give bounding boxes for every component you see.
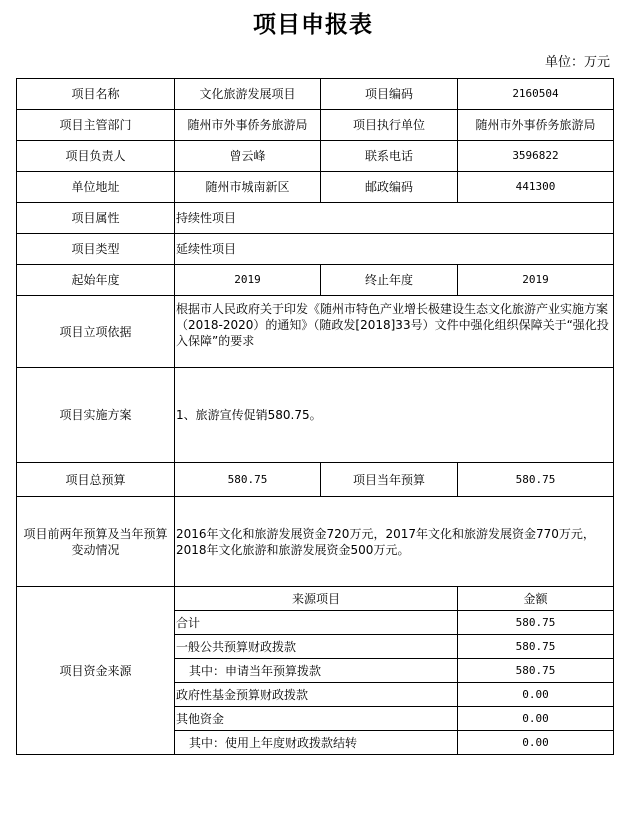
label-manager: 项目负责人	[17, 141, 175, 172]
value-attribute: 持续性项目	[175, 203, 614, 234]
value-total-budget: 580.75	[175, 463, 321, 497]
row-attribute	[17, 203, 614, 234]
funding-source: 一般公共预算财政拨款	[175, 635, 458, 659]
label-type: 项目类型	[17, 234, 175, 265]
funding-source: 其他资金	[175, 707, 458, 731]
funding-source: 合计	[175, 611, 458, 635]
value-end-year: 2019	[458, 265, 614, 296]
unit-label: 单位：万元	[544, 55, 610, 70]
label-basis: 项目立项依据	[17, 296, 175, 368]
label-start-year: 起始年度	[17, 265, 175, 296]
value-plan: 1、旅游宣传促销580.75。	[175, 368, 614, 463]
label-postcode: 邮政编码	[321, 172, 458, 203]
row-history	[17, 497, 614, 587]
label-funding-source: 项目资金来源	[17, 587, 175, 755]
funding-source: 其中：申请当年预算拨款	[175, 659, 458, 683]
value-basis: 根据市人民政府关于印发《随州市特色产业增长极建设生态文化旅游产业实施方案（2018-2020）的通知》（随政发[2018]33号）文件中强化组织保障关于“强化投入保障”的要求	[175, 296, 614, 368]
value-project-code: 2160504	[458, 79, 614, 110]
label-attribute: 项目属性	[17, 203, 175, 234]
label-phone: 联系电话	[321, 141, 458, 172]
row-manager	[17, 141, 614, 172]
funding-amount: 0.00	[458, 731, 614, 755]
value-phone: 3596822	[458, 141, 614, 172]
value-address: 随州市城南新区	[175, 172, 321, 203]
label-total-budget: 项目总预算	[17, 463, 175, 497]
label-end-year: 终止年度	[321, 265, 458, 296]
label-plan: 项目实施方案	[17, 368, 175, 463]
row-address	[17, 172, 614, 203]
value-start-year: 2019	[175, 265, 321, 296]
header-amount: 金额	[458, 587, 614, 611]
project-application-table	[16, 78, 614, 755]
row-plan	[17, 368, 614, 463]
page-title: 项目申报表	[253, 11, 373, 38]
funding-source: 政府性基金预算财政拨款	[175, 683, 458, 707]
row-type	[17, 234, 614, 265]
funding-amount: 580.75	[458, 659, 614, 683]
value-postcode: 441300	[458, 172, 614, 203]
value-current-year-budget: 580.75	[458, 463, 614, 497]
label-project-name: 项目名称	[17, 79, 175, 110]
value-executing-unit: 随州市外事侨务旅游局	[458, 110, 614, 141]
value-project-name: 文化旅游发展项目	[175, 79, 321, 110]
label-executing-unit: 项目执行单位	[321, 110, 458, 141]
funding-amount: 580.75	[458, 635, 614, 659]
value-history: 2016年文化和旅游发展资金720万元，2017年文化和旅游发展资金770万元，2018年文化旅游和旅游发展资金500万元。	[175, 497, 614, 587]
funding-amount: 0.00	[458, 683, 614, 707]
header-source: 来源项目	[175, 587, 458, 611]
funding-source: 其中：使用上年度财政拨款结转	[175, 731, 458, 755]
row-basis	[17, 296, 614, 368]
label-project-code: 项目编码	[321, 79, 458, 110]
value-manager: 曾云峰	[175, 141, 321, 172]
funding-header-row	[17, 587, 614, 611]
value-department: 随州市外事侨务旅游局	[175, 110, 321, 141]
row-department	[17, 110, 614, 141]
label-department: 项目主管部门	[17, 110, 175, 141]
value-type: 延续性项目	[175, 234, 614, 265]
label-history: 项目前两年预算及当年预算变动情况	[17, 497, 175, 587]
funding-amount: 580.75	[458, 611, 614, 635]
funding-amount: 0.00	[458, 707, 614, 731]
row-budget	[17, 463, 614, 497]
label-current-year-budget: 项目当年预算	[321, 463, 458, 497]
row-years	[17, 265, 614, 296]
row-project-name	[17, 79, 614, 110]
label-address: 单位地址	[17, 172, 175, 203]
